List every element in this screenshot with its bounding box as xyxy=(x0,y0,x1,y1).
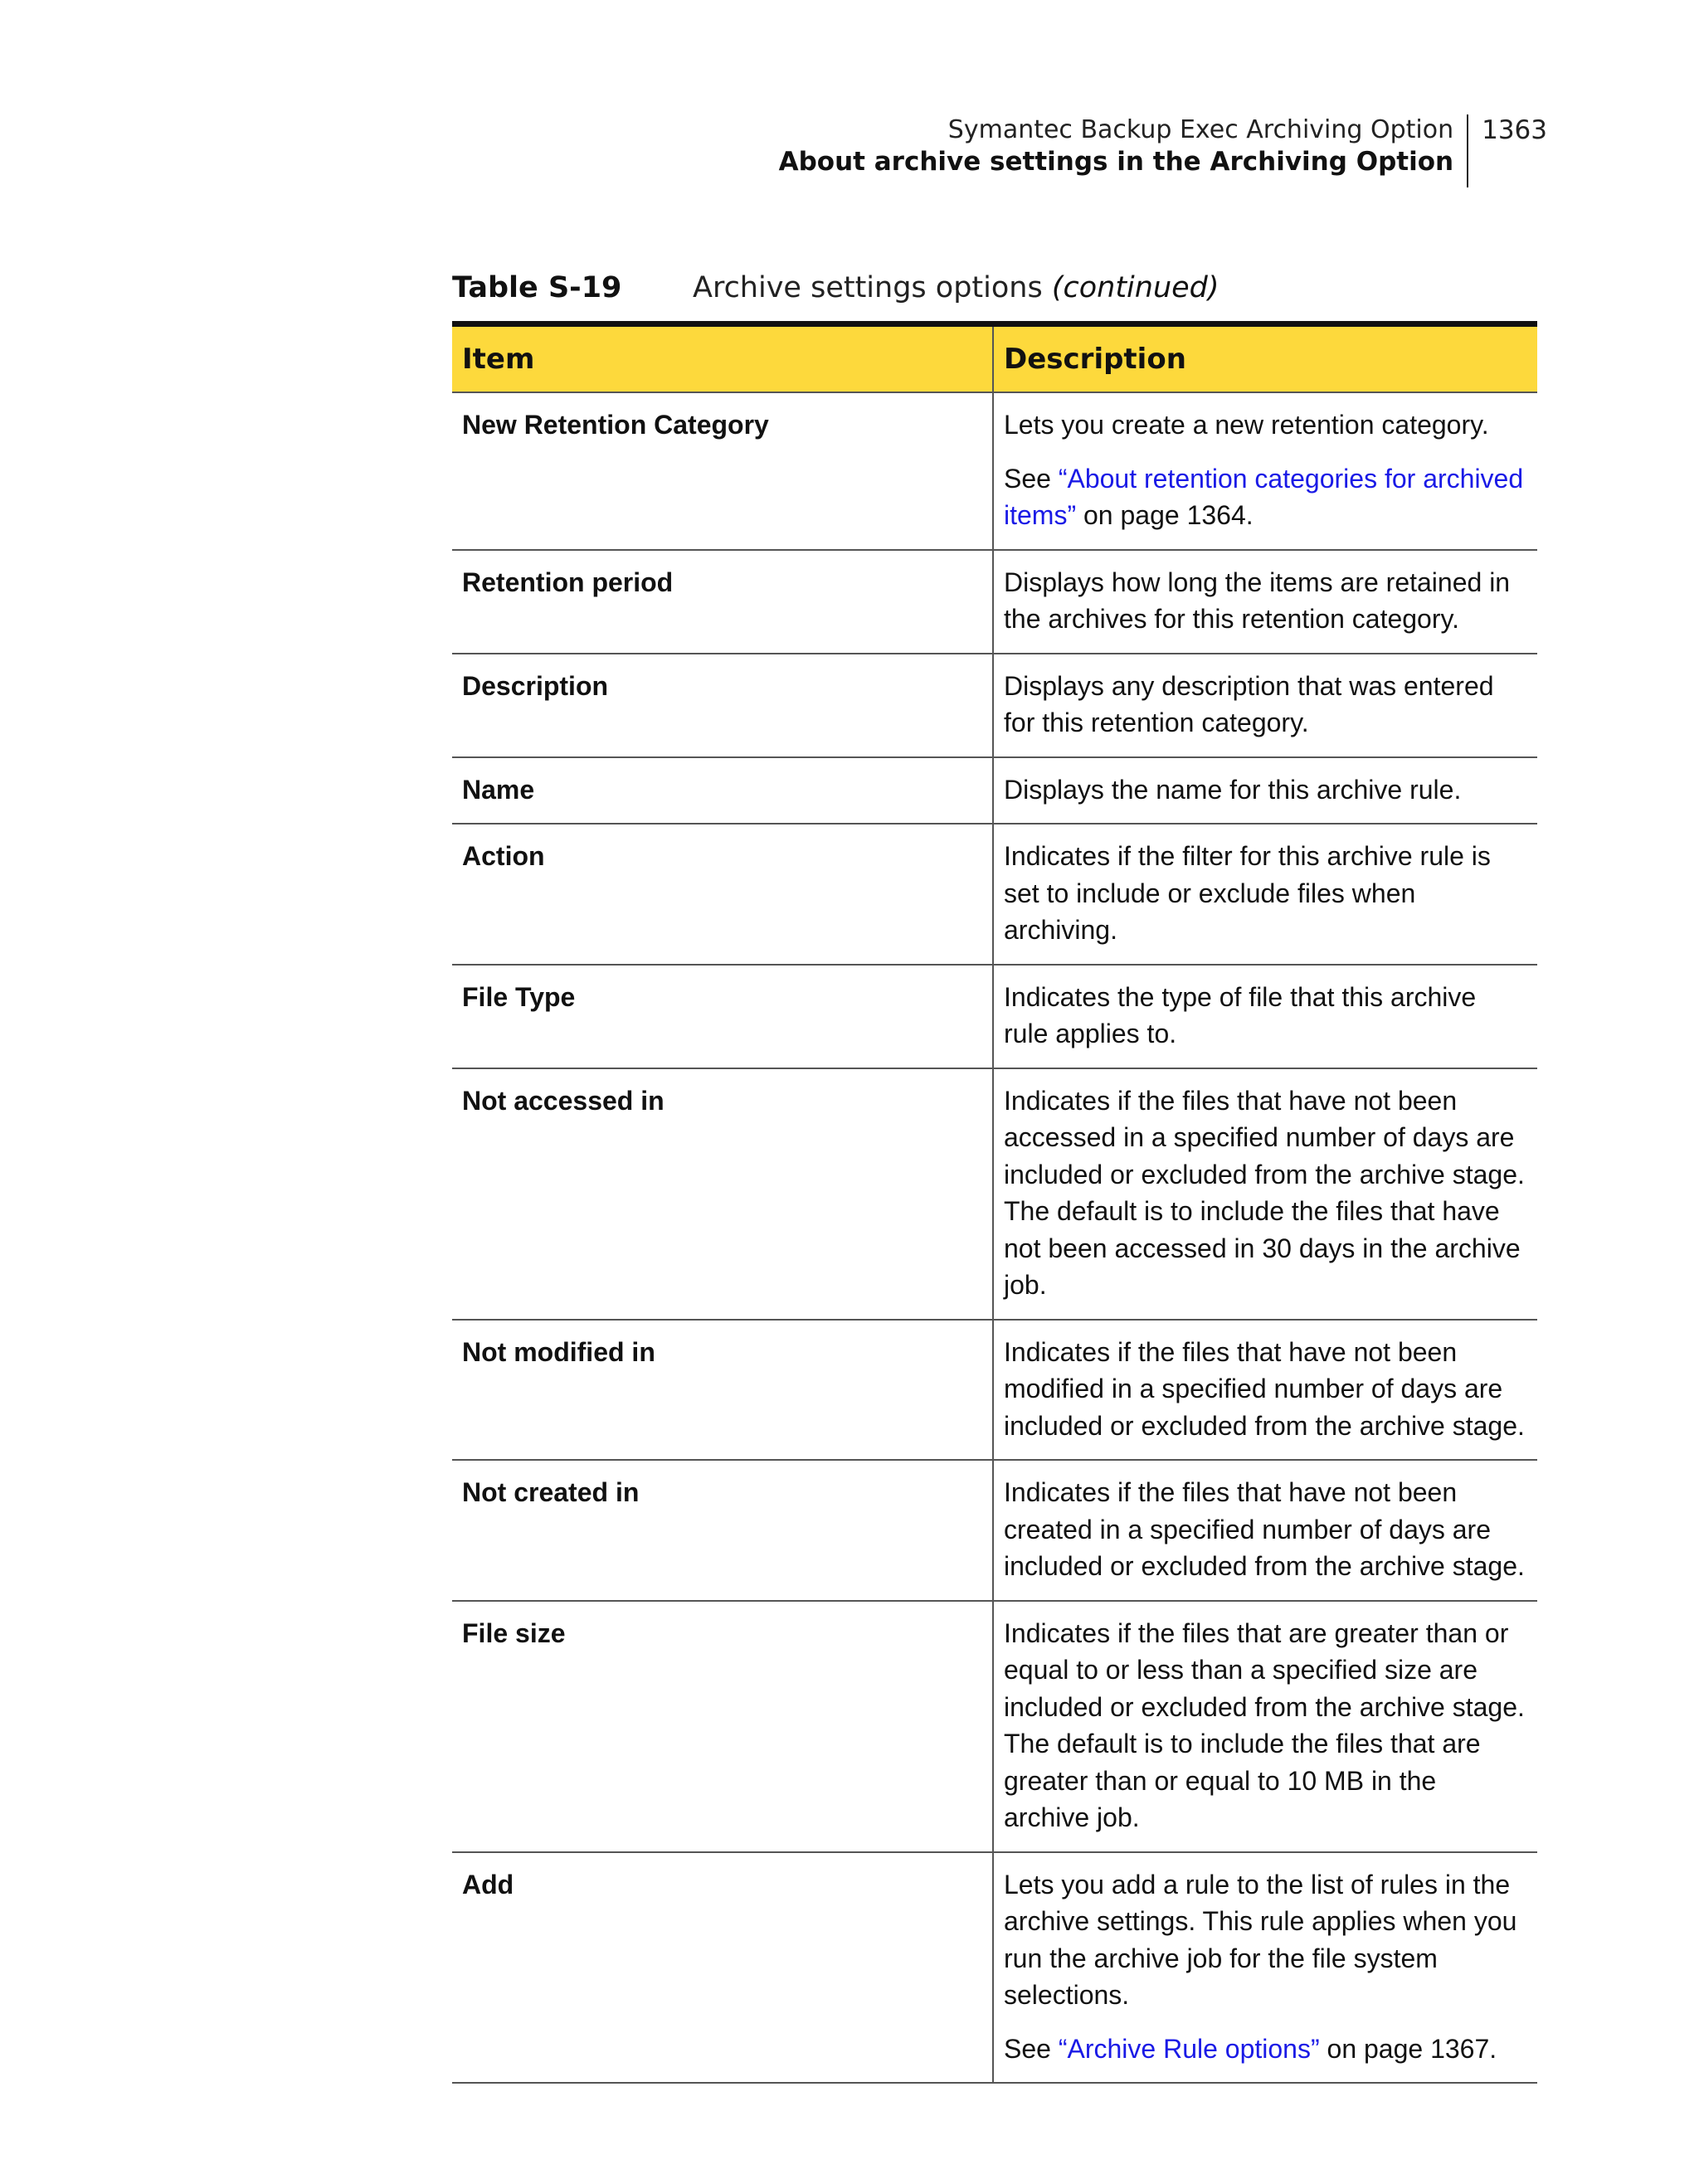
description-cell: Indicates the type of file that this archive rule applies to. xyxy=(993,965,1537,1068)
cross-reference xyxy=(1004,2031,1527,2068)
section-title: About archive settings in the Archiving Option xyxy=(778,147,1454,177)
description-cell: Indicates if the files that are greater than or equal to or less than a specified size are included or excluded from the archive stage. The default is to include the files that are greater than or equal to 10 MB in the archive job. xyxy=(993,1601,1537,1852)
table-continued: (continued) xyxy=(1051,271,1219,304)
archive-rule-options-link[interactable]: “Archive Rule options” xyxy=(1058,2033,1320,2064)
retention-categories-link[interactable]: “About retention categories for archived items” xyxy=(1004,463,1524,530)
header-titles xyxy=(779,114,1469,187)
table-header-row xyxy=(452,324,1537,393)
item-cell: New Retention Category xyxy=(452,392,993,550)
description-cell: Indicates if the files that have not been created in a specified number of days are included or excluded from the archive stage. xyxy=(993,1460,1537,1601)
running-header xyxy=(779,114,1547,187)
item-cell: Name xyxy=(452,757,993,824)
book-title: Symantec Backup Exec Archiving Option xyxy=(947,115,1454,144)
description-cell xyxy=(993,1852,1537,2084)
item-cell: Not modified in xyxy=(452,1320,993,1461)
see-prefix: See xyxy=(1004,463,1059,494)
description-cell: Indicates if the filter for this archive rule is set to include or exclude files when archiving. xyxy=(993,824,1537,965)
description-text: Lets you add a rule to the list of rules in the archive settings. This rule applies when you run the archive job for the file system selections. xyxy=(1004,1869,1517,2010)
settings-table xyxy=(452,321,1537,2084)
item-cell: Add xyxy=(452,1852,993,2084)
item-cell: File size xyxy=(452,1601,993,1852)
item-cell: Retention period xyxy=(452,550,993,654)
description-cell: Displays how long the items are retained in the archives for this retention category. xyxy=(993,550,1537,654)
table-row xyxy=(452,757,1537,824)
table-row xyxy=(452,550,1537,654)
page-number: 1363 xyxy=(1482,115,1547,145)
description-cell: Displays any description that was entered for this retention category. xyxy=(993,654,1537,757)
table-row xyxy=(452,654,1537,757)
item-cell: Action xyxy=(452,824,993,965)
see-prefix: See xyxy=(1004,2033,1059,2064)
column-header-item: Item xyxy=(452,324,993,393)
description-cell: Indicates if the files that have not been accessed in a specified number of days are included or excluded from the archive stage. The default is to include the files that have not been accessed in 30 days in the archive job. xyxy=(993,1068,1537,1320)
table-row xyxy=(452,1852,1537,2084)
description-cell xyxy=(993,392,1537,550)
item-cell: Not accessed in xyxy=(452,1068,993,1320)
table-row xyxy=(452,392,1537,550)
description-cell: Displays the name for this archive rule. xyxy=(993,757,1537,824)
item-cell: File Type xyxy=(452,965,993,1068)
table-caption xyxy=(452,270,1219,305)
table-title: Archive settings options xyxy=(693,271,1043,304)
description-cell: Indicates if the files that have not been modified in a specified number of days are included or excluded from the archive stage. xyxy=(993,1320,1537,1461)
see-suffix: on page 1364. xyxy=(1076,500,1254,530)
column-header-description: Description xyxy=(993,324,1537,393)
table-row xyxy=(452,1068,1537,1320)
item-cell: Description xyxy=(452,654,993,757)
item-cell: Not created in xyxy=(452,1460,993,1601)
cross-reference xyxy=(1004,460,1527,534)
table-row xyxy=(452,1320,1537,1461)
description-text: Lets you create a new retention category. xyxy=(1004,410,1489,440)
table-row xyxy=(452,824,1537,965)
see-suffix: on page 1367. xyxy=(1319,2033,1497,2064)
table-label: Table S-19 xyxy=(452,271,622,304)
table-row xyxy=(452,1601,1537,1852)
table-row xyxy=(452,965,1537,1068)
table-row xyxy=(452,1460,1537,1601)
